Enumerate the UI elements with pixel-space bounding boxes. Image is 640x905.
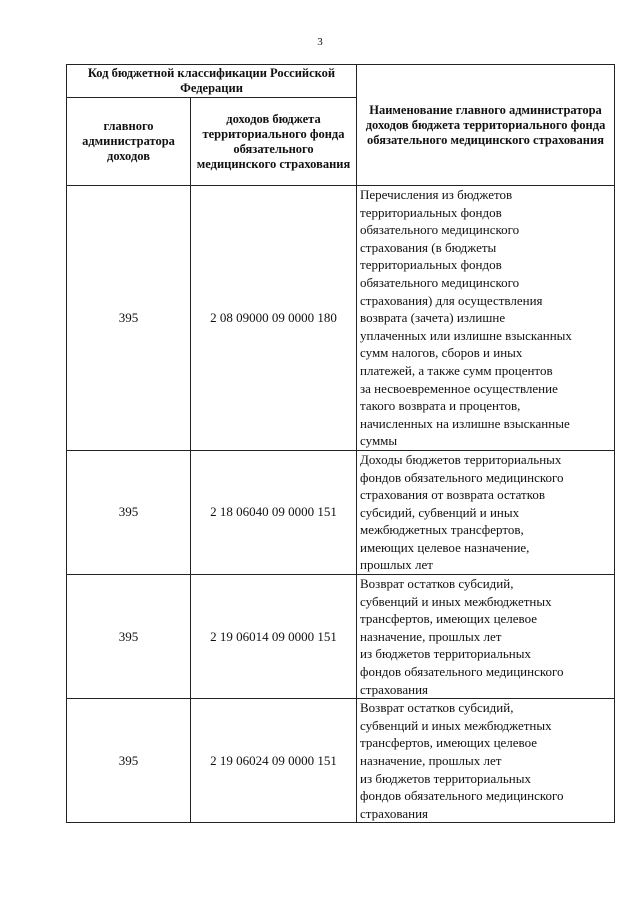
administrator-code-cell: 395 xyxy=(67,450,191,574)
description-cell: Возврат остатков субсидий, субвенций и иных межбюджетных трансфертов, имеющих целевое назначение, прошлых лет из бюджетов территориальных фондов обязательного медицинского страхования xyxy=(357,699,615,823)
header-fund-income: доходов бюджета территориального фонда обязательного медицинского страхования xyxy=(191,98,357,186)
table-row xyxy=(67,699,615,823)
description-cell: Перечисления из бюджетов территориальных фондов обязательного медицинского страхования (в бюджеты территориальных фондов обязательного медицинского страхования) для осуществления возврата (зачета) излишне уплаченных или излишне взысканных сумм налогов, сборов и иных платежей, а также сумм процентов за несвоевременное осуществление такого возврата и процентов, начисленных на излишне взысканные суммы xyxy=(357,186,615,451)
table-row xyxy=(67,186,615,451)
page-number: 3 xyxy=(317,36,323,48)
income-code-cell: 2 19 06024 09 0000 151 xyxy=(191,699,357,823)
description-cell: Доходы бюджетов территориальных фондов обязательного медицинского страхования от возврата остатков субсидий, субвенций и иных межбюджетных трансфертов, имеющих целевое назначение, прошлых лет xyxy=(357,450,615,574)
description-cell: Возврат остатков субсидий, субвенций и иных межбюджетных трансфертов, имеющих целевое назначение, прошлых лет из бюджетов территориальных фондов обязательного медицинского страхования xyxy=(357,575,615,699)
administrator-code-cell: 395 xyxy=(67,575,191,699)
budget-classification-table xyxy=(66,64,615,823)
table-row xyxy=(67,450,615,574)
table-row xyxy=(67,575,615,699)
administrator-code-cell: 395 xyxy=(67,186,191,451)
income-code-cell: 2 18 06040 09 0000 151 xyxy=(191,450,357,574)
income-code-cell: 2 19 06014 09 0000 151 xyxy=(191,575,357,699)
header-administrator-name: Наименование главного администратора доходов бюджета территориального фонда обязательного медицинского страхования xyxy=(357,65,615,186)
income-code-cell: 2 08 09000 09 0000 180 xyxy=(191,186,357,451)
administrator-code-cell: 395 xyxy=(67,699,191,823)
header-classification-code: Код бюджетной классификации Российской Федерации xyxy=(67,65,357,98)
header-chief-administrator: главного администратора доходов xyxy=(67,98,191,186)
